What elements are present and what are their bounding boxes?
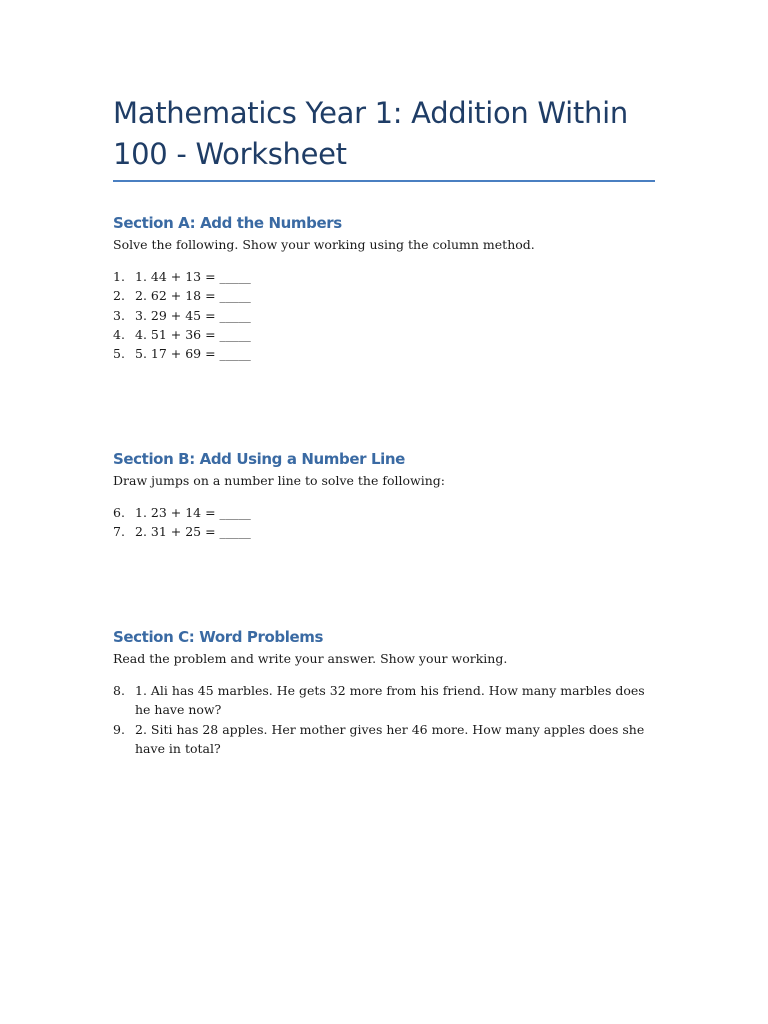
list-item — [113, 344, 655, 363]
section-heading: Section A: Add the Numbers — [113, 214, 342, 232]
question-text: 2. 62 + 18 = _____ — [135, 288, 251, 304]
question-text: 1. 23 + 14 = _____ — [135, 505, 251, 520]
list-item — [113, 306, 655, 325]
title-divider — [113, 180, 655, 182]
section-instruction: Solve the following. Show your working using the column method. — [113, 237, 535, 252]
question-text: 1. Ali has 45 marbles. He gets 32 more from his friend. How many marbles does he have now? — [135, 683, 645, 718]
section-a — [113, 213, 655, 363]
page-title: Mathematics Year 1: Addition Within 100 - Worksheet — [113, 96, 628, 171]
question-text: 2. 31 + 25 = _____ — [135, 524, 251, 540]
section-heading: Section B: Add Using a Number Line — [113, 450, 405, 468]
section-b — [113, 449, 655, 542]
question-number: 9. — [113, 721, 125, 737]
question-number: 5. — [113, 346, 125, 362]
question-text: 4. 51 + 36 = _____ — [135, 326, 251, 342]
section-c — [113, 627, 655, 758]
question-text: 3. 29 + 45 = _____ — [135, 307, 251, 323]
question-list — [113, 503, 655, 542]
list-item — [113, 325, 655, 344]
question-text: 5. 17 + 69 = _____ — [135, 346, 251, 362]
question-number: 8. — [113, 683, 125, 698]
list-item — [113, 720, 655, 759]
list-item — [113, 267, 655, 286]
question-list — [113, 681, 655, 758]
section-instruction: Read the problem and write your answer. Show your working. — [113, 651, 508, 666]
question-number: 6. — [113, 505, 125, 520]
question-number: 3. — [113, 307, 125, 323]
question-number: 7. — [113, 524, 125, 540]
list-item — [113, 681, 655, 720]
question-text: 2. Siti has 28 apples. Her mother gives her 46 more. How many apples does she have in total? — [135, 721, 645, 756]
question-list — [113, 267, 655, 363]
question-number: 1. — [113, 269, 125, 284]
section-instruction: Draw jumps on a number line to solve the following: — [113, 473, 445, 488]
list-item — [113, 522, 655, 541]
question-number: 2. — [113, 288, 125, 304]
section-heading: Section C: Word Problems — [113, 628, 323, 646]
list-item — [113, 503, 655, 522]
list-item — [113, 286, 655, 305]
question-text: 1. 44 + 13 = _____ — [135, 269, 251, 284]
question-number: 4. — [113, 326, 125, 342]
